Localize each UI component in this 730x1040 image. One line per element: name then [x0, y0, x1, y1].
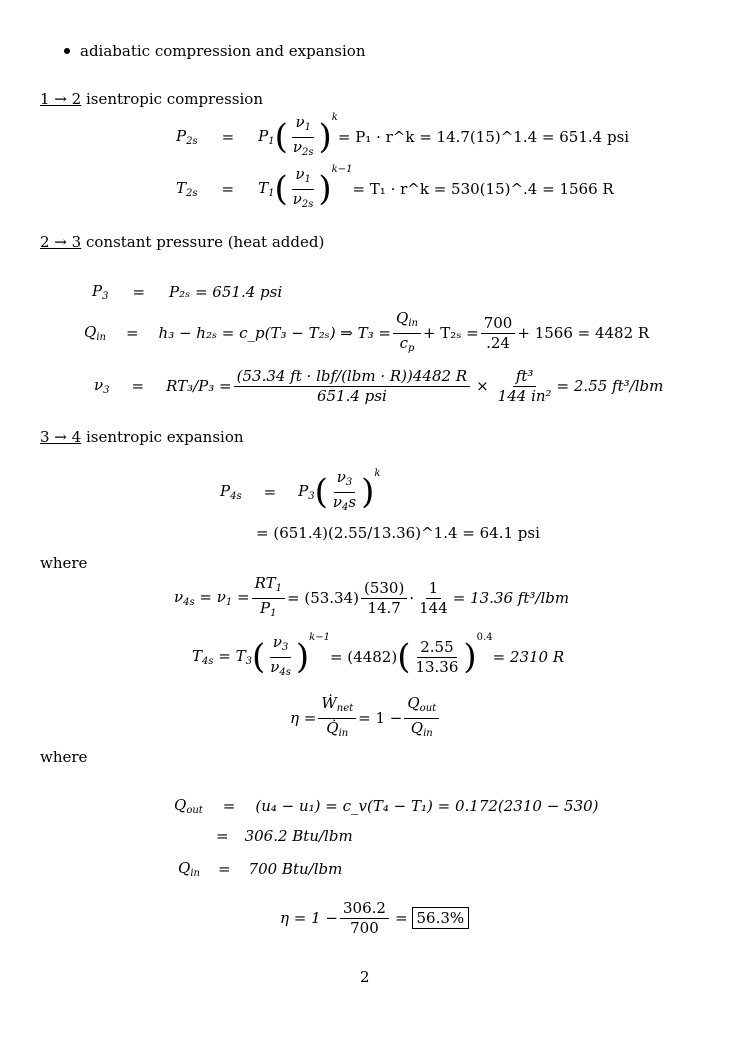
bullet-text: adiabatic compression and expansion: [80, 42, 366, 60]
equation-p4s-result: = (651.4)(2.55/13.36)^1.4 = 64.1 psi: [256, 524, 540, 542]
equation-p2s: $P_{2s}$ = $P_1$ ( $\frac{\nu_1}{\nu_{2s}}$ ) $^k$ = P₁ · r^k = 14.7(15)^1.4 = 651.4 psi: [176, 112, 630, 158]
equation-qout: $Q_{out}$ = (u₄ − u₁) = c_v(T₄ − T₁) = 0.172(2310 − 530): [174, 796, 599, 816]
section-heading-compression: 1 → 2 isentropic compression: [40, 90, 263, 108]
equation-eta-final: η = 1 − $\frac{306.2}{700}$ = 56.3%: [280, 894, 469, 942]
equation-eta: η = $\frac{Ẇ_{net}}{Q̇_{in}}$ = 1 − $\frac{Q_{out}}{Q_{in}}$: [290, 694, 441, 742]
equation-qin: $Q_{in}$ = h₃ − h₂ₛ = c_p(T₃ − T₂ₛ) ⇒ T₃ = $\frac{Q_{in}}{c_p}$ + T₂ₛ = $\frac{700}{.24}$ + 1566 = 4482 R: [84, 308, 650, 354]
page-number: 2: [360, 968, 370, 986]
section-heading-constant-pressure: 2 → 3 constant pressure (heat added): [40, 233, 325, 251]
where-label-1: where: [40, 554, 88, 572]
equation-v3: $\nu_3$ = RT₃/P₃ = $\frac{\text{(53.34 ft · lbf/(lbm · R))4482 R}}{\text{651.4 psi}}$ × $\frac{\text{ft³}}{\text{144 in²}}$ = 2.55 ft³/lbm: [94, 366, 664, 405]
equation-p4s: $P_{4s}$ = $P_3$ ( $\frac{\nu_3}{\nu_4s}$ ) $^k$: [220, 467, 381, 513]
equation-p3: $P_3$ = P₂ₛ = 651.4 psi: [92, 282, 283, 302]
equation-qin-value: $Q_{in}$ = 700 Btu/lbm: [178, 859, 343, 879]
equation-t4s: $T_{4s} = T_3$ ( $\frac{\nu_3}{\nu_{4s}}$ ) $^{k-1}$ = (4482) ( $\frac{2.55}{13.36}$ ) $^{0.4}$ = 2310 R: [192, 632, 565, 678]
equation-qout-value: = 306.2 Btu/lbm: [216, 827, 353, 845]
where-label-2: where: [40, 748, 88, 766]
equation-t2s: $T_{2s}$ = $T_1$ ( $\frac{\nu_1}{\nu_{2s}}$ ) $^{k-1}$ = T₁ · r^k = 530(15)^.4 = 1566 R: [176, 164, 614, 210]
final-answer-box: 56.3%: [412, 907, 470, 929]
bullet-dot: [64, 48, 70, 54]
section-heading-expansion: 3 → 4 isentropic expansion: [40, 428, 244, 446]
equation-v4s: $\nu_{4s} = \nu_1$ = $\frac{RT_1}{P_1}$ = (53.34) $\frac{(530)}{14.7}$ · $\frac{1}{144}$ = 13.36 ft³/lbm: [174, 573, 570, 619]
